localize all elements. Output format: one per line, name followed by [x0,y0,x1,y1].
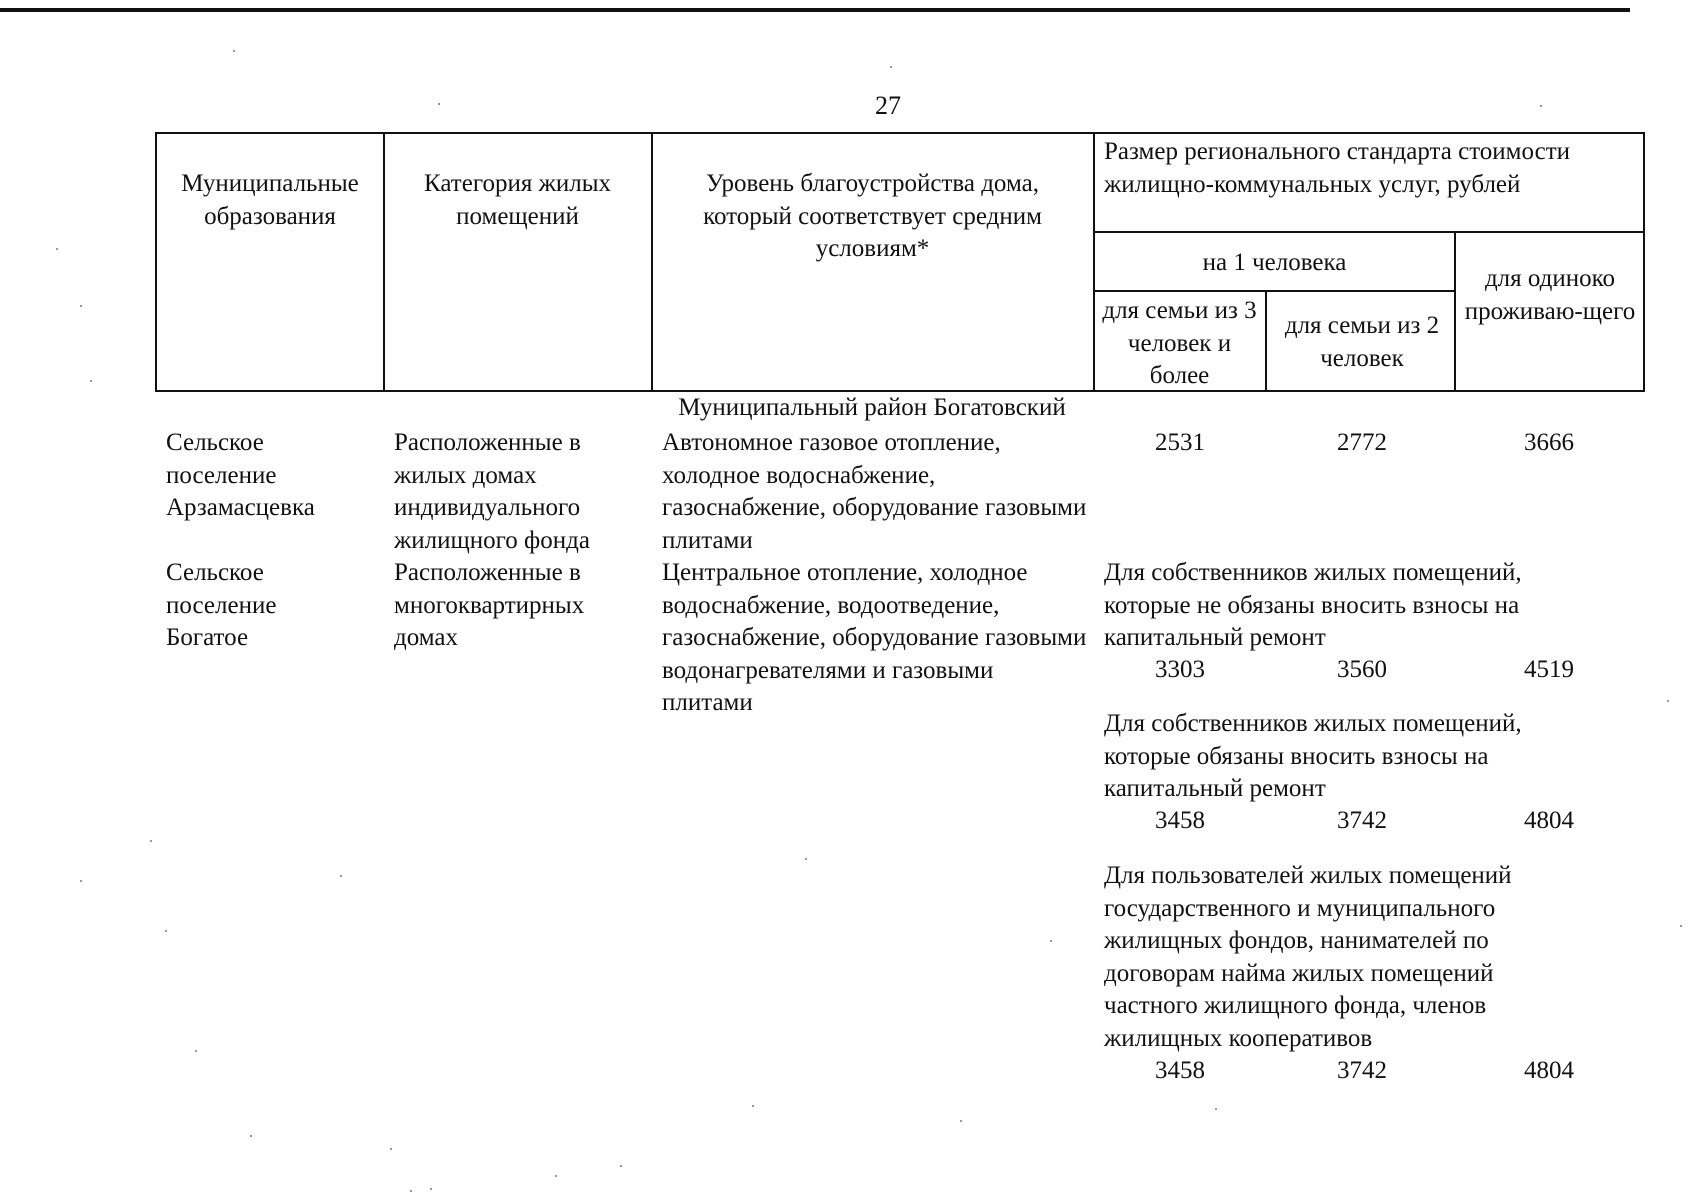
header-per-person: на 1 человека [1202,249,1347,276]
value-family-2: 3742 [1337,807,1387,834]
header-family-3: для семьи из 3 человек и более [1102,297,1257,389]
level-cell: Автономное газовое отопление, холодное водоснабжение, газоснабжение, оборудование газовыми плитами [662,429,1087,554]
municipal-cell: Сельское поселение Богатое [166,559,277,651]
header-level: Уровень благоустройства дома, который соответствует средним условиям* [703,170,1042,262]
header-single: для одиноко проживаю-щего [1464,265,1636,325]
value-single: 4804 [1524,807,1574,834]
value-single: 4804 [1524,1057,1574,1084]
value-family-2: 2772 [1337,429,1387,456]
value-family-3: 3458 [1155,807,1205,834]
value-family-3: 2531 [1155,429,1205,456]
value-family-3: 3303 [1155,656,1205,683]
header-family-2: для семьи из 2 человек [1284,312,1440,372]
category-cell: Расположенные в многоквартирных домах [394,559,585,651]
category-cell: Расположенные в жилых домах индивидуального жилищного фонда [394,429,590,554]
group-note: Для пользователей жилых помещений государственного и муниципального жилищных фондов, нанимателей по договорам найма жилых помещений частного жилищного фонда, членов жилищных кооперативов [1104,862,1512,1052]
value-family-2: 3560 [1337,656,1387,683]
value-single: 4519 [1524,656,1574,683]
group-note: Для собственников жилых помещений, которые обязаны вносить взносы на капитальный ремонт [1104,710,1522,802]
group-note: Для собственников жилых помещений, которые не обязаны вносить взносы на капитальный ремонт [1104,559,1522,651]
top-border-line [0,8,1630,12]
district-title: Муниципальный район Богатовский [678,394,1066,421]
value-single: 3666 [1524,429,1574,456]
header-municipal: Муниципальные образования [181,170,359,230]
level-cell: Центральное отопление, холодное водоснабжение, водоотведение, газоснабжение, оборудование газовыми водонагревателями и газовыми плитами [662,559,1087,716]
municipal-cell: Сельское поселение Арзамасцевка [166,429,315,521]
value-family-3: 3458 [1155,1057,1205,1084]
page-number: 27 [875,91,901,120]
value-family-2: 3742 [1337,1057,1387,1084]
header-standard: Размер регионального стандарта стоимости жилищно-коммунальных услуг, рублей [1104,138,1571,198]
header-category: Категория жилых помещений [424,170,611,230]
